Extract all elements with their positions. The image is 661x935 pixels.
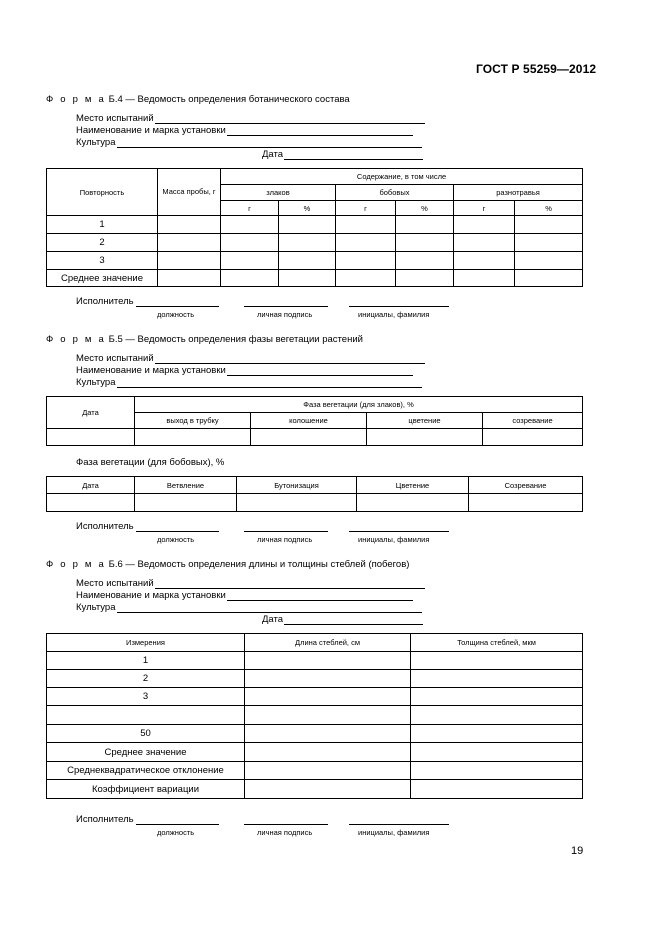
executor-label: Исполнитель <box>76 296 134 307</box>
table-cell[interactable] <box>396 270 454 287</box>
stem-table <box>46 633 583 799</box>
field-label: Культура <box>76 137 116 148</box>
phase-cereals-table <box>46 396 583 446</box>
executor-label: Исполнитель <box>76 814 134 825</box>
table-row <box>47 780 583 799</box>
executor-b6 <box>76 814 134 825</box>
sig-line-signature[interactable] <box>244 814 328 825</box>
table-cell[interactable] <box>158 234 221 252</box>
table-cell[interactable] <box>221 252 279 270</box>
table-cell[interactable] <box>411 743 583 762</box>
unit-cell: г <box>336 201 396 216</box>
table-cell[interactable] <box>158 270 221 287</box>
sig-line-name[interactable] <box>349 296 449 307</box>
table-cell[interactable] <box>396 216 454 234</box>
field-date[interactable] <box>262 148 423 160</box>
table-cell[interactable] <box>336 234 396 252</box>
table-cell[interactable] <box>396 252 454 270</box>
sig-line-position[interactable] <box>136 296 219 307</box>
field-line[interactable] <box>284 149 423 160</box>
sig-label-signature: личная подпись <box>257 310 313 319</box>
table-row <box>47 706 583 725</box>
table-cell[interactable] <box>245 652 411 670</box>
table-cell[interactable] <box>245 780 411 799</box>
form-prefix: Ф о р м а <box>46 94 106 105</box>
table-cell[interactable] <box>245 725 411 743</box>
header-legumes: бобовых <box>336 185 454 201</box>
sig-label-signature: личная подпись <box>257 535 313 544</box>
table-cell[interactable] <box>469 494 583 512</box>
header-forbs: разнотравья <box>454 185 583 201</box>
table-cell[interactable] <box>279 216 336 234</box>
field-line[interactable] <box>117 377 422 388</box>
field-label: Место испытаний <box>76 578 154 589</box>
row-label: 3 <box>47 688 245 706</box>
executor-b4 <box>76 296 134 307</box>
table-cell[interactable] <box>245 670 411 688</box>
unit-cell: г <box>454 201 515 216</box>
table-cell[interactable] <box>411 780 583 799</box>
table-cell[interactable] <box>515 270 583 287</box>
table-cell[interactable] <box>396 234 454 252</box>
table-cell[interactable] <box>411 725 583 743</box>
table-cell[interactable] <box>357 494 469 512</box>
field-installation[interactable] <box>76 589 413 601</box>
table-cell[interactable] <box>47 494 135 512</box>
field-line[interactable] <box>155 578 425 589</box>
field-line[interactable] <box>155 113 425 124</box>
table-cell[interactable] <box>454 216 515 234</box>
field-label: Наименование и марка установки <box>76 125 226 136</box>
row-label <box>47 706 245 725</box>
unit-cell: % <box>396 201 454 216</box>
legumes-subheading: Фаза вегетации (для бобовых), % <box>76 457 225 468</box>
table-cell[interactable] <box>367 429 483 446</box>
field-line[interactable] <box>227 590 413 601</box>
row-label: 2 <box>47 234 158 252</box>
table-row <box>47 762 583 780</box>
table-cell[interactable] <box>279 252 336 270</box>
unit-cell: г <box>221 201 279 216</box>
table-row <box>47 270 583 287</box>
row-label: 1 <box>47 216 158 234</box>
table-cell[interactable] <box>515 234 583 252</box>
header-cell: Длина стеблей, см <box>245 634 411 652</box>
botanical-table <box>46 168 583 287</box>
phase-legumes-table <box>46 476 583 512</box>
field-installation[interactable] <box>76 364 413 376</box>
field-label: Дата <box>262 149 284 160</box>
table-cell[interactable] <box>454 252 515 270</box>
table-row <box>47 688 583 706</box>
table-cell[interactable] <box>483 429 583 446</box>
table-cell[interactable] <box>336 216 396 234</box>
table-row <box>47 652 583 670</box>
executor-b5 <box>76 521 134 532</box>
form-b5-title <box>46 334 363 345</box>
table-cell[interactable] <box>158 216 221 234</box>
header-content: Содержание, в том числе <box>221 169 583 185</box>
header-cell: Дата <box>47 477 135 494</box>
table-cell[interactable] <box>454 270 515 287</box>
row-label: Коэффициент вариации <box>47 780 245 799</box>
table-cell[interactable] <box>221 234 279 252</box>
field-culture[interactable] <box>76 136 422 148</box>
table-cell[interactable] <box>279 234 336 252</box>
table-cell[interactable] <box>411 688 583 706</box>
unit-cell: % <box>515 201 583 216</box>
row-label: 1 <box>47 652 245 670</box>
table-cell[interactable] <box>245 743 411 762</box>
row-label: 2 <box>47 670 245 688</box>
sig-label-name: инициалы, фамилия <box>358 535 430 544</box>
sig-line-signature[interactable] <box>244 296 328 307</box>
table-cell[interactable] <box>251 429 367 446</box>
row-label: Среднеквадратическое отклонение <box>47 762 245 780</box>
form-prefix: Ф о р м а <box>46 334 106 345</box>
row-label: Среднее значение <box>47 743 245 762</box>
page-number: 19 <box>571 845 584 857</box>
sig-line-name[interactable] <box>349 521 449 532</box>
field-label: Наименование и марка установки <box>76 590 226 601</box>
table-cell[interactable] <box>158 252 221 270</box>
table-cell[interactable] <box>411 706 583 725</box>
table-cell[interactable] <box>411 762 583 780</box>
field-test-site[interactable] <box>76 577 425 589</box>
table-cell[interactable] <box>221 270 279 287</box>
header-date: Дата <box>47 397 135 429</box>
field-line[interactable] <box>117 137 422 148</box>
row-label: Среднее значение <box>47 270 158 287</box>
header-phase: созревание <box>483 413 583 429</box>
table-cell[interactable] <box>245 706 411 725</box>
sig-label-position: должность <box>157 535 195 544</box>
header-cell: Цветение <box>357 477 469 494</box>
sig-label-position: должность <box>157 828 195 837</box>
table-cell[interactable] <box>336 252 396 270</box>
header-cell: Бутонизация <box>237 477 357 494</box>
header-cell: Толщина стеблей, мкм <box>411 634 583 652</box>
table-row <box>47 670 583 688</box>
field-line[interactable] <box>227 125 413 136</box>
table-cell[interactable] <box>221 216 279 234</box>
field-line[interactable] <box>227 365 413 376</box>
table-row <box>47 252 583 270</box>
field-label: Наименование и марка установки <box>76 365 226 376</box>
field-label: Культура <box>76 377 116 388</box>
table-cell[interactable] <box>245 762 411 780</box>
sig-label-position: должность <box>157 310 195 319</box>
form-title-text: Б.4 — Ведомость определения ботанического состава <box>108 94 350 105</box>
unit-cell: % <box>279 201 336 216</box>
header-cereals: злаков <box>221 185 336 201</box>
field-line[interactable] <box>117 602 422 613</box>
table-row <box>47 216 583 234</box>
table-row <box>47 494 583 512</box>
form-b4-title <box>46 94 350 105</box>
field-label: Место испытаний <box>76 353 154 364</box>
header-phase-cereals: Фаза вегетации (для злаков), % <box>135 397 583 413</box>
field-culture[interactable] <box>76 601 422 613</box>
form-prefix: Ф о р м а <box>46 559 106 570</box>
form-title-text: Б.5 — Ведомость определения фазы вегетации растений <box>108 334 363 345</box>
header-cell: Ветвление <box>135 477 237 494</box>
table-cell[interactable] <box>237 494 357 512</box>
table-cell[interactable] <box>515 252 583 270</box>
field-label: Место испытаний <box>76 113 154 124</box>
sig-label-name: инициалы, фамилия <box>358 828 430 837</box>
row-label: 50 <box>47 725 245 743</box>
sig-line-name[interactable] <box>349 814 449 825</box>
sig-line-signature[interactable] <box>244 521 328 532</box>
field-test-site[interactable] <box>76 352 425 364</box>
field-label: Культура <box>76 602 116 613</box>
form-title-text: Б.6 — Ведомость определения длины и толщины стеблей (побегов) <box>108 559 410 570</box>
header-cell: Измерения <box>47 634 245 652</box>
table-cell[interactable] <box>279 270 336 287</box>
table-cell[interactable] <box>135 494 237 512</box>
header-phase: колошение <box>251 413 367 429</box>
header-mass: Масса пробы, г <box>158 169 221 216</box>
field-test-site[interactable] <box>76 112 425 124</box>
sig-label-signature: личная подпись <box>257 828 313 837</box>
table-row <box>47 429 583 446</box>
table-cell[interactable] <box>336 270 396 287</box>
executor-label: Исполнитель <box>76 521 134 532</box>
field-line[interactable] <box>155 353 425 364</box>
table-cell[interactable] <box>135 429 251 446</box>
field-label: Дата <box>262 614 284 625</box>
table-cell[interactable] <box>515 216 583 234</box>
table-cell[interactable] <box>245 688 411 706</box>
form-b6-title <box>46 559 409 570</box>
header-cell: Созревание <box>469 477 583 494</box>
table-cell[interactable] <box>454 234 515 252</box>
table-row <box>47 743 583 762</box>
table-row <box>47 725 583 743</box>
header-phase: цветение <box>367 413 483 429</box>
row-label: 3 <box>47 252 158 270</box>
table-cell[interactable] <box>47 429 135 446</box>
table-row <box>47 234 583 252</box>
table-cell[interactable] <box>411 652 583 670</box>
field-date[interactable] <box>262 613 423 625</box>
sig-line-position[interactable] <box>136 814 219 825</box>
sig-line-position[interactable] <box>136 521 219 532</box>
header-phase: выход в трубку <box>135 413 251 429</box>
field-installation[interactable] <box>76 124 413 136</box>
field-line[interactable] <box>284 614 423 625</box>
sig-label-name: инициалы, фамилия <box>358 310 430 319</box>
standard-number: ГОСТ Р 55259—2012 <box>476 62 597 76</box>
table-cell[interactable] <box>411 670 583 688</box>
field-culture[interactable] <box>76 376 422 388</box>
header-repeat: Повторность <box>47 169 158 216</box>
